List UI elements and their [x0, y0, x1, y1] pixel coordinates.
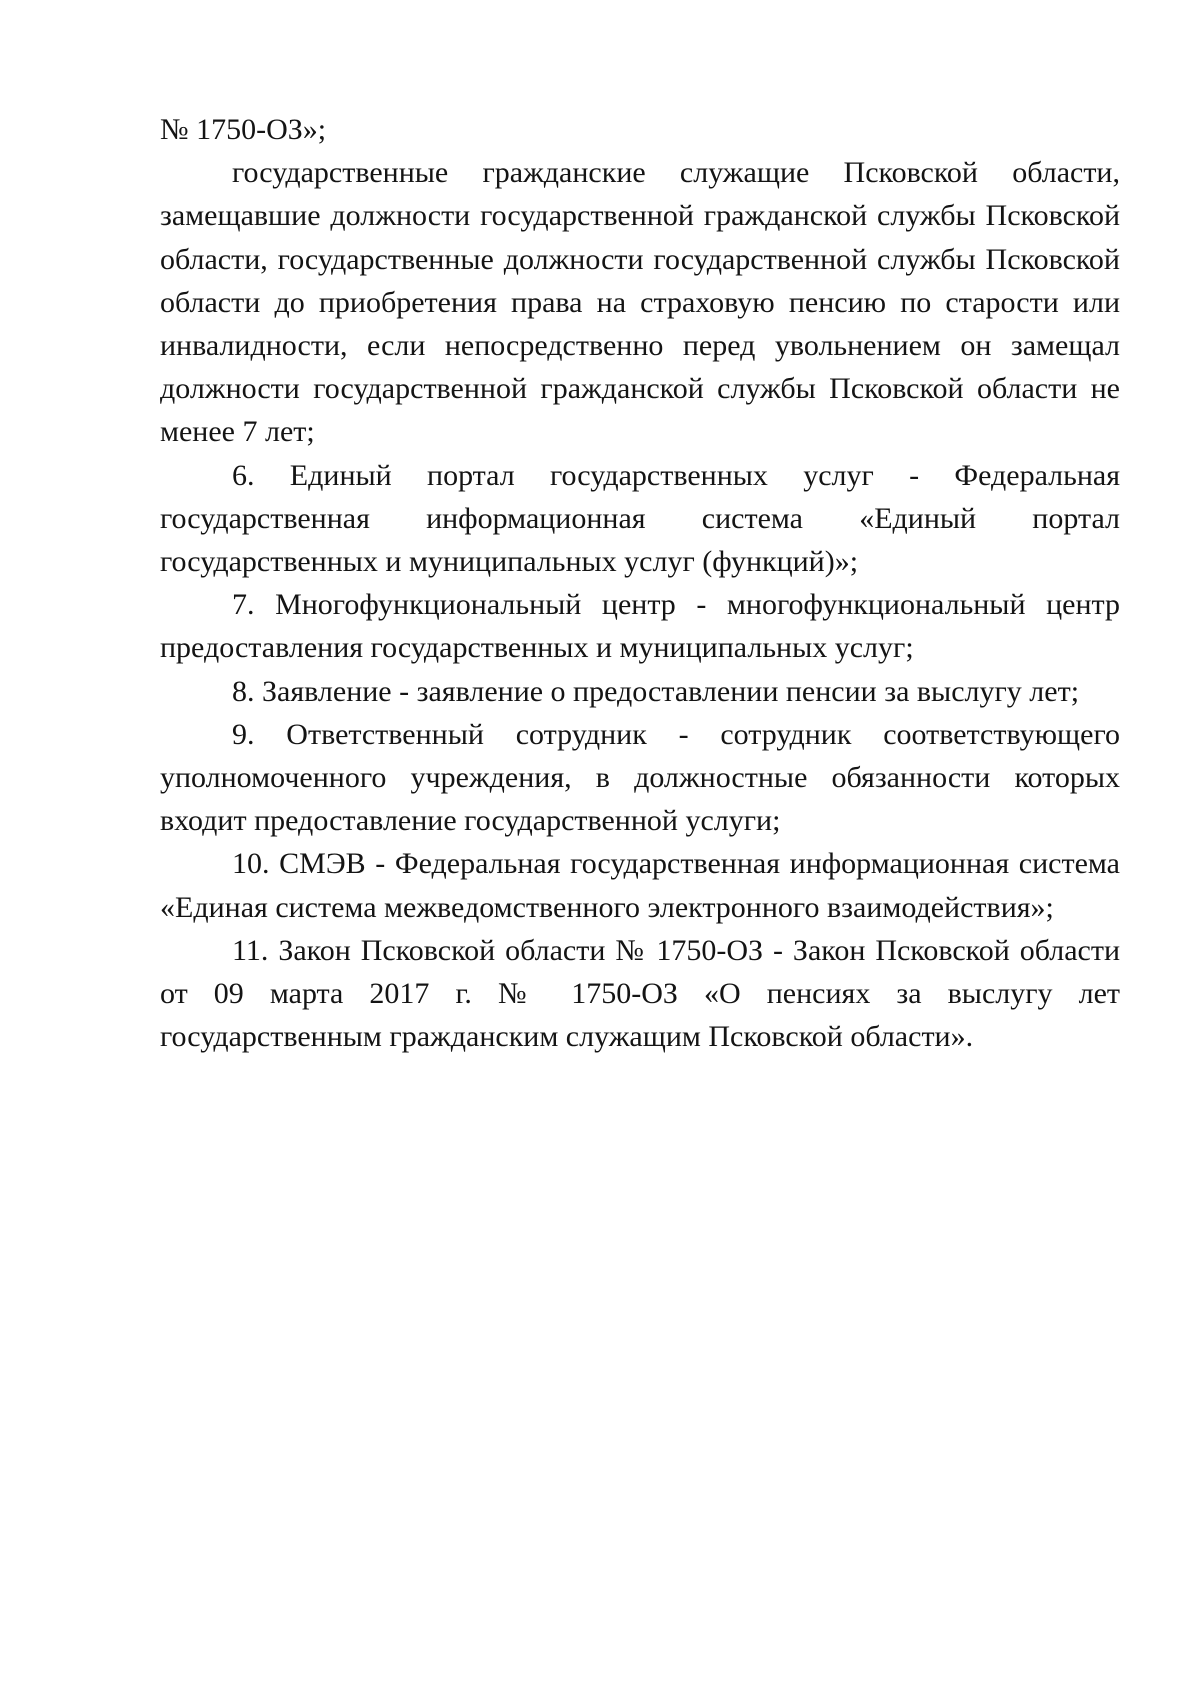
document-body — [160, 108, 1120, 1058]
paragraph-law-reference-end: № 1750-ОЗ»; — [160, 113, 327, 146]
paragraph-civil-servants: государственные гражданские служащие Псковской области, замещавшие должности государственной гражданской службы Псковской области, государственные должности государственной службы Псковской области до приобретения права на страховую пенсию по старости или инвалидности, если непосредственно перед увольнением он замещал должности государственной гражданской службы Псковской области не менее 7 лет; — [160, 156, 1120, 449]
paragraph-item-9-responsible-employee: 9. Ответственный сотрудник - сотрудник соответствующего уполномоченного учреждения, в должностные обязанности которых входит предоставление государственной услуги; — [160, 717, 1120, 838]
paragraph-item-7-mfc: 7. Многофункциональный центр - многофункциональный центр предоставления государственных и муниципальных услуг; — [160, 588, 1120, 665]
paragraph-item-6-unified-portal: 6. Единый портал государственных услуг - Федеральная государственная информационная система «Единый портал государственных и муниципальных услуг (функций)»; — [160, 458, 1120, 579]
paragraph-item-8-application: 8. Заявление - заявление о предоставлении пенсии за выслугу лет; — [232, 674, 1080, 708]
paragraph-item-10-smev: 10. СМЭВ - Федеральная государственная информационная система «Единая система межведомственного электронного взаимодействия»; — [160, 847, 1120, 924]
paragraph-item-11-law: 11. Закон Псковской области № 1750-ОЗ - Закон Псковской области от 09 марта 2017 г. № 1750-ОЗ «О пенсиях за выслугу лет государственным гражданским служащим Псковской области». — [160, 933, 1120, 1054]
